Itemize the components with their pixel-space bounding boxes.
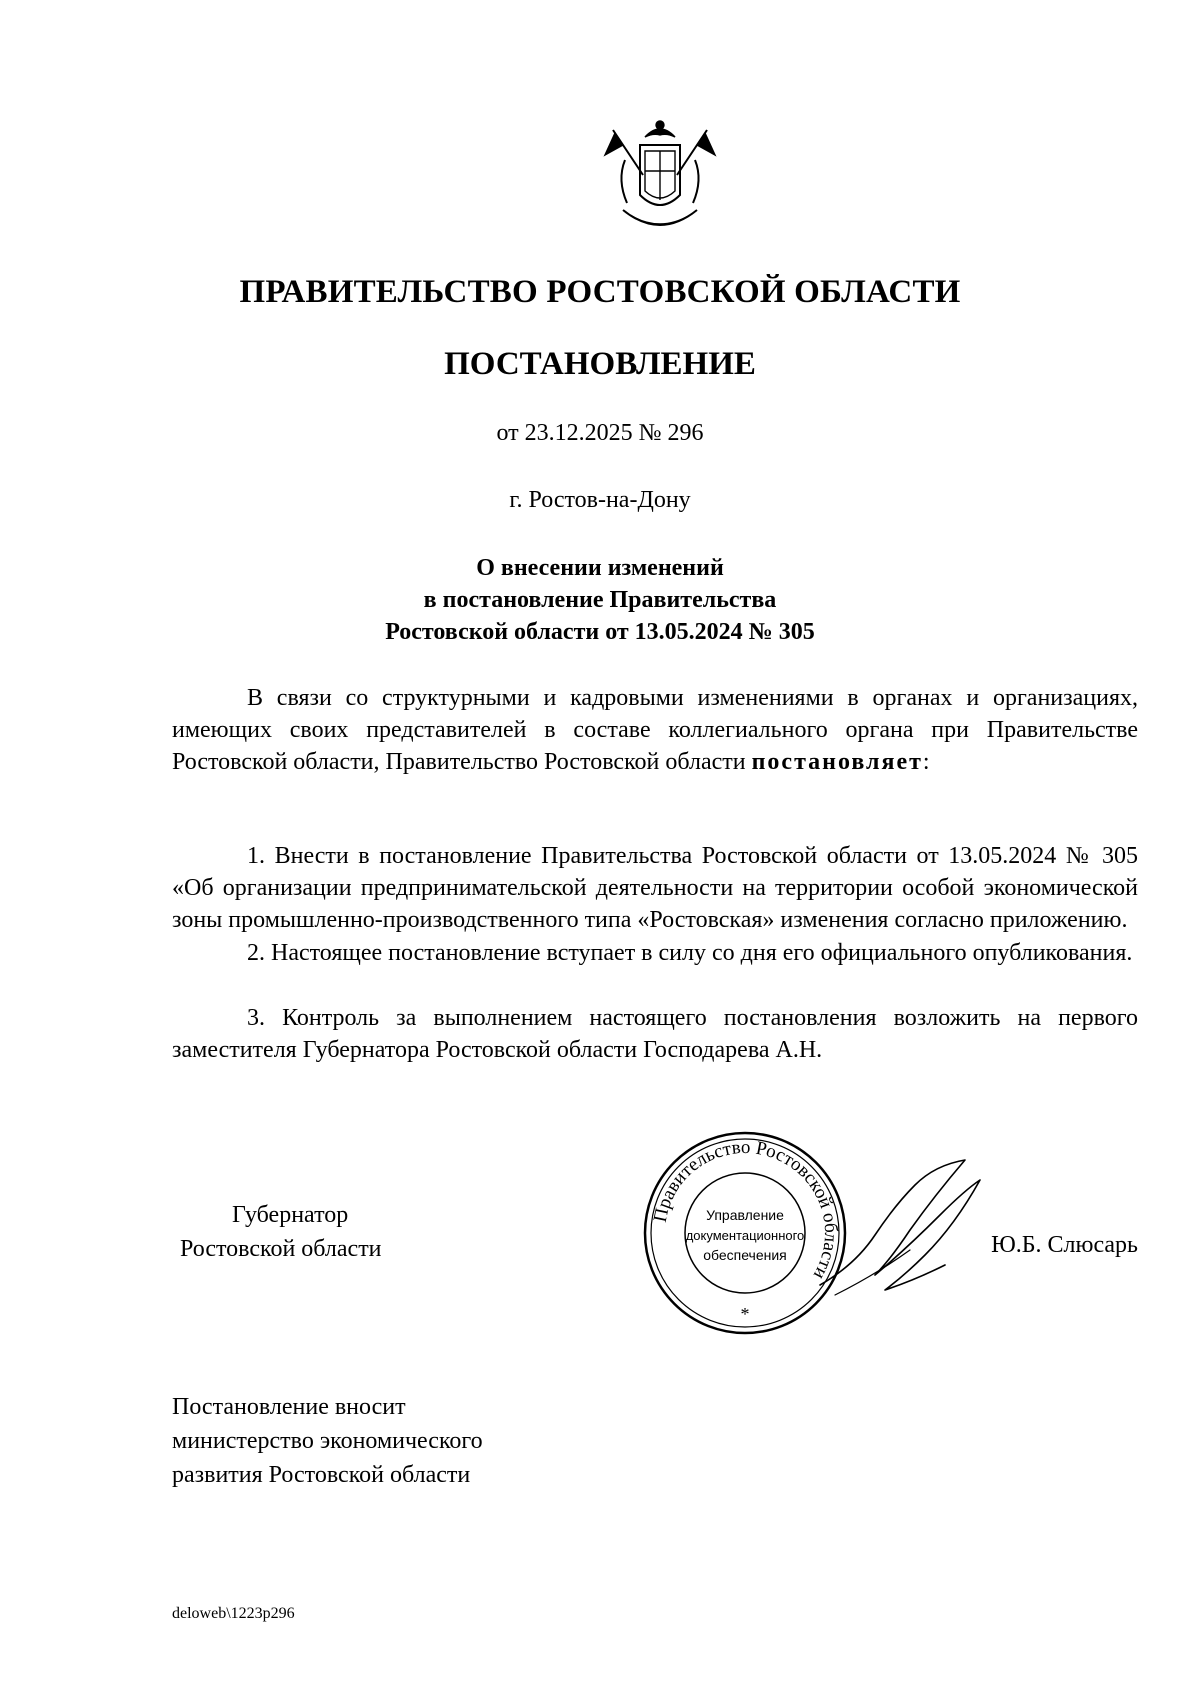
signatory-title [172, 1198, 572, 1266]
stamp-star: * [740, 1304, 750, 1324]
resolution-item-2: 2. Настоящее постановление вступает в силу со дня его официального опубликования. [247, 940, 1133, 966]
signatory-name: Ю.Б. Слюсарь [991, 1232, 1138, 1258]
file-reference: deloweb\1223p296 [172, 1605, 295, 1622]
document-subject [0, 552, 1200, 648]
resolution-item-3: 3. Контроль за выполнением настоящего постановления возложить на первого заместителя Губернатора Ростовской области Господарева А.Н. [172, 1005, 1138, 1063]
subject-line: О внесении изменений [476, 555, 724, 581]
date-and-number: от 23.12.2025 № 296 [496, 420, 704, 446]
stamp-center-line: обеспечения [703, 1247, 787, 1263]
document-type: ПОСТАНОВЛЕНИЕ [444, 346, 756, 382]
submitter-line: Постановление вносит [172, 1394, 406, 1420]
resolution-keyword: постановляет [751, 749, 923, 775]
submitter-line: развития Ростовской области [172, 1462, 471, 1488]
resolution-item-1: 1. Внести в постановление Правительства Ростовской области от 13.05.2024 № 305 «Об организации предпринимательской деятельности на территории особой экономической зоны промышленно-производственного типа «Ростовская» изменения согласно приложению. [172, 843, 1138, 933]
stamp-ring-text: Правительство Ростовской области [649, 1136, 842, 1283]
submitter-note [172, 1390, 483, 1492]
organization-name: ПРАВИТЕЛЬСТВО РОСТОВСКОЙ ОБЛАСТИ [239, 274, 961, 310]
subject-line: Ростовской области от 13.05.2024 № 305 [385, 619, 815, 645]
preamble-paragraph [172, 682, 1138, 778]
coat-of-arms-emblem [595, 115, 725, 240]
stamp-center-line: Управление [706, 1207, 784, 1223]
signatory-title-line: Губернатор [232, 1202, 349, 1228]
handwritten-signature [815, 1155, 985, 1305]
preamble-end: : [922, 749, 930, 775]
preamble-text: В связи со структурными и кадровыми изменениями в органах и организациях, имеющих своих представителей в составе коллегиального органа при Правительстве Ростовской области, Правительство Ростовской области [172, 685, 1138, 775]
submitter-line: министерство экономического [172, 1428, 483, 1454]
city-line: г. Ростов-на-Дону [509, 487, 691, 513]
signatory-title-line: Ростовской области [180, 1236, 382, 1262]
stamp-center-line: документационного [685, 1228, 805, 1243]
subject-line: в постановление Правительства [423, 587, 777, 613]
